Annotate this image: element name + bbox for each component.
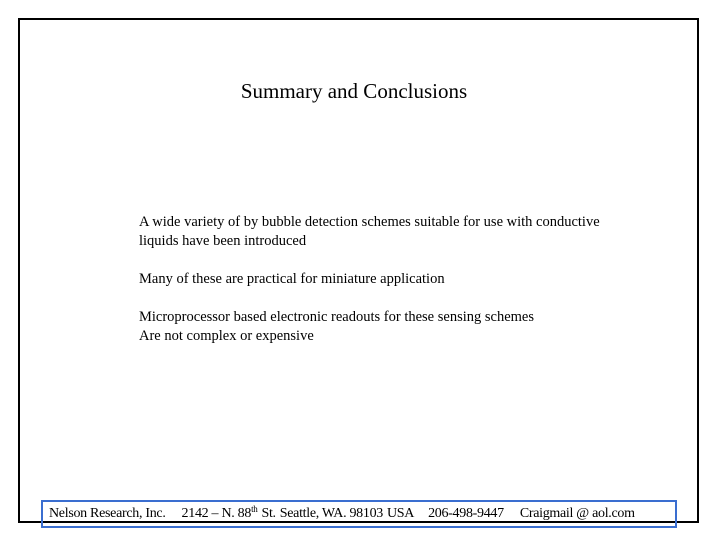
footer-email: Craigmail @ aol.com <box>519 506 635 521</box>
bullet-item: A wide variety of by bubble detection schemes suitable for use with conductive liquids have been introduced <box>139 214 600 249</box>
bullet-list <box>139 213 679 365</box>
footer-city: Seattle, WA. 98103 <box>279 506 383 521</box>
footer-bar <box>41 500 677 528</box>
bullet-item: Microprocessor based electronic readouts for these sensing schemes Are not complex or expensive <box>139 309 534 344</box>
footer-phone: 206-498-9447 <box>428 506 504 521</box>
slide-title: Summary and Conclusions <box>240 79 468 103</box>
bullet-item: Many of these are practical for miniature application <box>139 271 445 287</box>
footer-company: Nelson Research, Inc. <box>49 506 166 521</box>
footer-country: USA <box>386 506 415 521</box>
footer-street-suffix: th <box>251 504 258 514</box>
footer-street-rest: St. <box>261 506 276 521</box>
footer-street: 2142 – N. 88th <box>181 504 258 521</box>
